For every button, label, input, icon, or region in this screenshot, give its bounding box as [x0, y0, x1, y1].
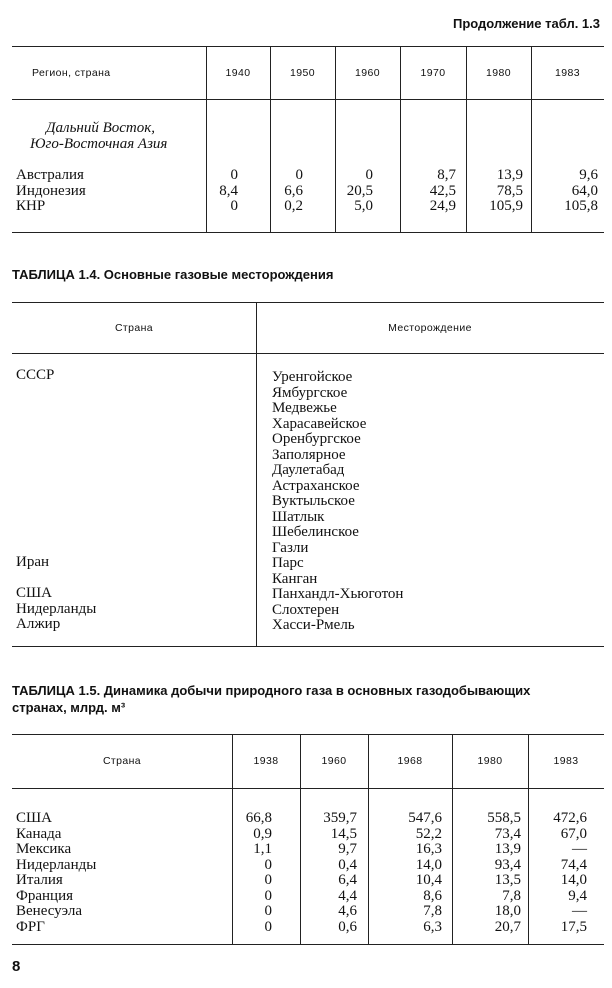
header-year: 1983 — [555, 67, 580, 79]
table-cell: 0 — [264, 887, 272, 904]
country-name: Иран — [16, 554, 50, 570]
header-country: Страна — [114, 322, 154, 334]
value-column — [489, 168, 523, 215]
table-cell: 8,4 — [219, 182, 238, 199]
field-name: Шатлык — [272, 508, 325, 525]
country-name: Нидерланды — [16, 856, 97, 873]
country-column — [16, 811, 96, 935]
table-cell: 547,6 — [408, 810, 442, 826]
value-column — [246, 811, 272, 935]
value-column — [564, 168, 598, 215]
field-name: Медвежье — [272, 400, 337, 416]
header-year: 1980 — [477, 755, 503, 767]
table-rule — [12, 734, 604, 735]
table-cell: 9,4 — [568, 887, 587, 904]
table-cell: 42,5 — [429, 182, 456, 199]
col-divider — [335, 100, 336, 232]
field-name: Вуктыльское — [272, 493, 355, 509]
field-name: Газли — [272, 539, 309, 556]
table-cell: 20,7 — [494, 918, 521, 935]
field-name: Уренгойское — [272, 369, 353, 385]
table-cell: 93,4 — [494, 856, 521, 873]
header-year: 1970 — [420, 67, 446, 79]
col-divider — [466, 100, 467, 232]
table-rule — [12, 99, 604, 100]
table-cell: 0 — [264, 918, 272, 935]
country-name: Индонезия — [16, 182, 86, 199]
value-column — [323, 811, 357, 935]
table-cell: 13,9 — [494, 841, 521, 857]
country-name: США — [16, 585, 52, 601]
value-column — [487, 811, 521, 935]
table-cell: 0 — [264, 903, 272, 919]
field-name: Парс — [272, 555, 304, 571]
table-cell: 0 — [365, 167, 373, 183]
table-cell: 0 — [230, 198, 238, 214]
table-rule — [12, 353, 604, 354]
table-cell: 8,7 — [437, 167, 456, 183]
field-name: Хасси-Рмель — [272, 617, 355, 633]
table-cell: 16,3 — [415, 841, 442, 857]
country-name: Италия — [16, 872, 63, 888]
page-number: 8 — [12, 958, 21, 975]
country-name: Канада — [16, 825, 62, 842]
table-cell: 0 — [230, 167, 238, 183]
table-cell: 472,6 — [553, 810, 587, 826]
table-cell: 5,0 — [354, 198, 373, 214]
value-column — [408, 811, 442, 935]
table-rule — [12, 646, 604, 647]
country-name: Алжир — [16, 616, 61, 632]
table-cell: 7,8 — [502, 887, 521, 904]
table-cell: 24,9 — [429, 198, 456, 214]
table-cell: 73,4 — [494, 825, 521, 842]
table-caption: ТАБЛИЦА 1.5. Динамика добычи природного газа в основных газодобывающих — [12, 683, 531, 698]
header-year: 1980 — [486, 67, 511, 79]
country-name: Франция — [16, 887, 73, 904]
field-name: Заполярное — [272, 446, 346, 463]
table-caption: странах, млрд. м³ — [12, 700, 126, 715]
table-cell: 4,4 — [338, 887, 357, 904]
header-year: 1968 — [397, 755, 423, 767]
col-divider — [531, 100, 532, 232]
header-year: 1938 — [253, 755, 279, 767]
country-column — [16, 168, 86, 215]
country-name: ФРГ — [16, 918, 45, 935]
field-name: Слохтерен — [272, 601, 340, 618]
header-country: Страна — [102, 755, 142, 767]
table-cell: 8,6 — [423, 887, 442, 904]
table-cell: 9,6 — [579, 167, 598, 183]
region-label: Дальний Восток, — [46, 120, 156, 136]
table-cell: 20,5 — [346, 182, 373, 199]
country-name: Австралия — [16, 167, 84, 183]
col-divider — [400, 100, 401, 232]
table-cell: 0 — [264, 872, 272, 888]
table-cell: 6,6 — [284, 182, 303, 199]
table-cell: 10,4 — [415, 872, 442, 888]
value-column — [219, 168, 238, 215]
table-cell: 9,7 — [338, 841, 357, 857]
table-cell: 14,0 — [415, 856, 442, 873]
table-cell: 558,5 — [487, 810, 521, 826]
country-name: Нидерланды — [16, 601, 97, 617]
value-column — [347, 168, 373, 215]
table-cell: 18,0 — [494, 903, 521, 919]
table-cell: 0,9 — [253, 825, 272, 842]
country-name: Венесуэла — [16, 903, 82, 919]
table-rule — [12, 46, 604, 47]
col-divider — [256, 303, 257, 646]
field-name: Панхандл-Хьюготон — [272, 586, 404, 602]
field-name: Шебелинское — [272, 524, 359, 540]
field-name: Даулетабад — [272, 462, 345, 478]
header-year: 1983 — [553, 755, 579, 767]
value-column — [430, 168, 456, 215]
table-cell: 13,5 — [494, 872, 521, 888]
header-year: 1950 — [290, 67, 315, 79]
table-cell: 64,0 — [571, 182, 598, 199]
col-divider — [206, 100, 207, 232]
table-cell: 105,9 — [489, 198, 523, 214]
country-name: США — [16, 810, 52, 826]
value-column — [284, 168, 303, 215]
table-cell: 6,3 — [423, 918, 442, 935]
table-cell: 52,2 — [415, 825, 442, 842]
table-caption: ТАБЛИЦА 1.4. Основные газовые месторождения — [12, 267, 334, 282]
table-cell: 14,0 — [560, 872, 587, 888]
table-cell: 0,4 — [338, 856, 357, 873]
field-name: Канган — [272, 570, 318, 587]
table-cell: 13,9 — [496, 167, 523, 183]
country-name: КНР — [16, 198, 46, 214]
table-cell: 14,5 — [330, 825, 357, 842]
table-rule — [12, 944, 604, 945]
value-column — [553, 811, 587, 935]
field-name: Астраханское — [272, 477, 360, 494]
country-name: СССР — [16, 367, 55, 383]
table-cell: 1,1 — [253, 841, 272, 857]
field-name: Оренбургское — [272, 431, 361, 447]
field-name: Харасавейское — [272, 415, 367, 432]
region-label: Юго-Восточная Азия — [30, 136, 168, 152]
table-cell: 0 — [264, 856, 272, 873]
header-field: Месторождение — [388, 322, 472, 334]
table-cell: 0,6 — [338, 918, 357, 935]
table-cell: 66,8 — [245, 810, 272, 826]
table-cell: 74,4 — [560, 856, 587, 873]
table-cell: 67,0 — [560, 825, 587, 842]
table-cell: — — [572, 841, 587, 857]
table-cell: 105,8 — [564, 198, 598, 214]
table-cell: 7,8 — [423, 903, 442, 919]
table-cell: 4,6 — [338, 903, 357, 919]
table-rule — [12, 788, 604, 789]
table-cell: 0 — [295, 167, 303, 183]
table-cell: 359,7 — [323, 810, 357, 826]
country-name: Мексика — [16, 841, 72, 857]
table-rule — [12, 302, 604, 303]
table-cell: 0,2 — [284, 198, 303, 214]
continuation-label: Продолжение табл. 1.3 — [453, 16, 600, 31]
col-divider — [270, 100, 271, 232]
header-year: 1940 — [225, 67, 251, 79]
table-cell: 6,4 — [338, 872, 357, 888]
field-column — [272, 370, 403, 634]
header-year: 1960 — [321, 755, 347, 767]
table-cell: 78,5 — [496, 182, 523, 199]
table-rule — [12, 232, 604, 233]
field-name: Ямбургское — [272, 384, 348, 401]
table-cell: 17,5 — [560, 918, 587, 935]
header-year: 1960 — [355, 67, 380, 79]
table-cell: — — [572, 903, 587, 919]
header-region: Регион, страна — [32, 67, 111, 79]
